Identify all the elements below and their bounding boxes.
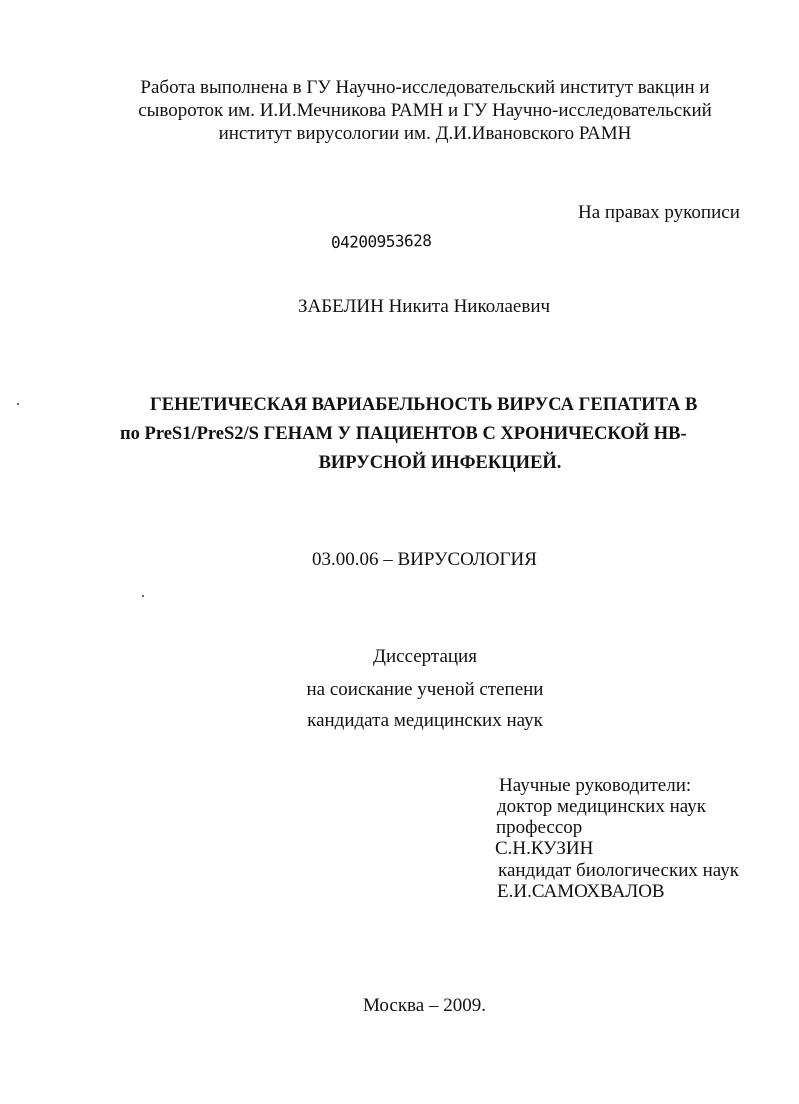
- dissertation-line: Диссертация: [373, 646, 477, 667]
- title-line: по PreS1/PreS2/S ГЕНАМ У ПАЦИЕНТОВ С ХРОНИЧЕСКОЙ НВ-: [120, 424, 687, 444]
- supervisor-line: профессор: [496, 817, 583, 838]
- supervisor-line: Е.И.САМОХВАЛОВ: [497, 881, 665, 902]
- rights-note: На правах рукописи: [578, 202, 740, 223]
- title-line: ВИРУСНОЙ ИНФЕКЦИЕЙ.: [318, 453, 562, 473]
- institution-block: [100, 76, 750, 145]
- dissertation-line: на соискание ученой степени: [306, 679, 544, 700]
- supervisor-line: С.Н.КУЗИН: [495, 838, 594, 859]
- institution-line: сывороток им. И.И.Мечникова РАМН и ГУ Научно-исследовательский: [138, 100, 712, 121]
- scan-speck: [142, 595, 144, 597]
- institution-line: Работа выполнена в ГУ Научно-исследовательский институт вакцин и: [140, 77, 710, 98]
- dissertation-line: кандидата медицинских наук: [307, 710, 543, 731]
- dissertation-title: [120, 391, 740, 478]
- scan-speck: [17, 403, 19, 405]
- supervisor-line: доктор медицинских наук: [497, 796, 706, 817]
- title-line: ГЕНЕТИЧЕСКАЯ ВАРИАБЕЛЬНОСТЬ ВИРУСА ГЕПАТИТА В: [150, 395, 698, 415]
- supervisor-line: кандидат биологических наук: [498, 860, 739, 881]
- specialty: 03.00.06 – ВИРУСОЛОГИЯ: [312, 549, 537, 570]
- supervisors-heading: Научные руководители:: [499, 775, 692, 796]
- city-year: Москва – 2009.: [363, 995, 486, 1016]
- institution-line: институт вирусологии им. Д.И.Ивановского РАМН: [218, 123, 632, 144]
- author-name: ЗАБЕЛИН Никита Николаевич: [298, 296, 551, 317]
- registration-number: 04200953628: [330, 230, 432, 252]
